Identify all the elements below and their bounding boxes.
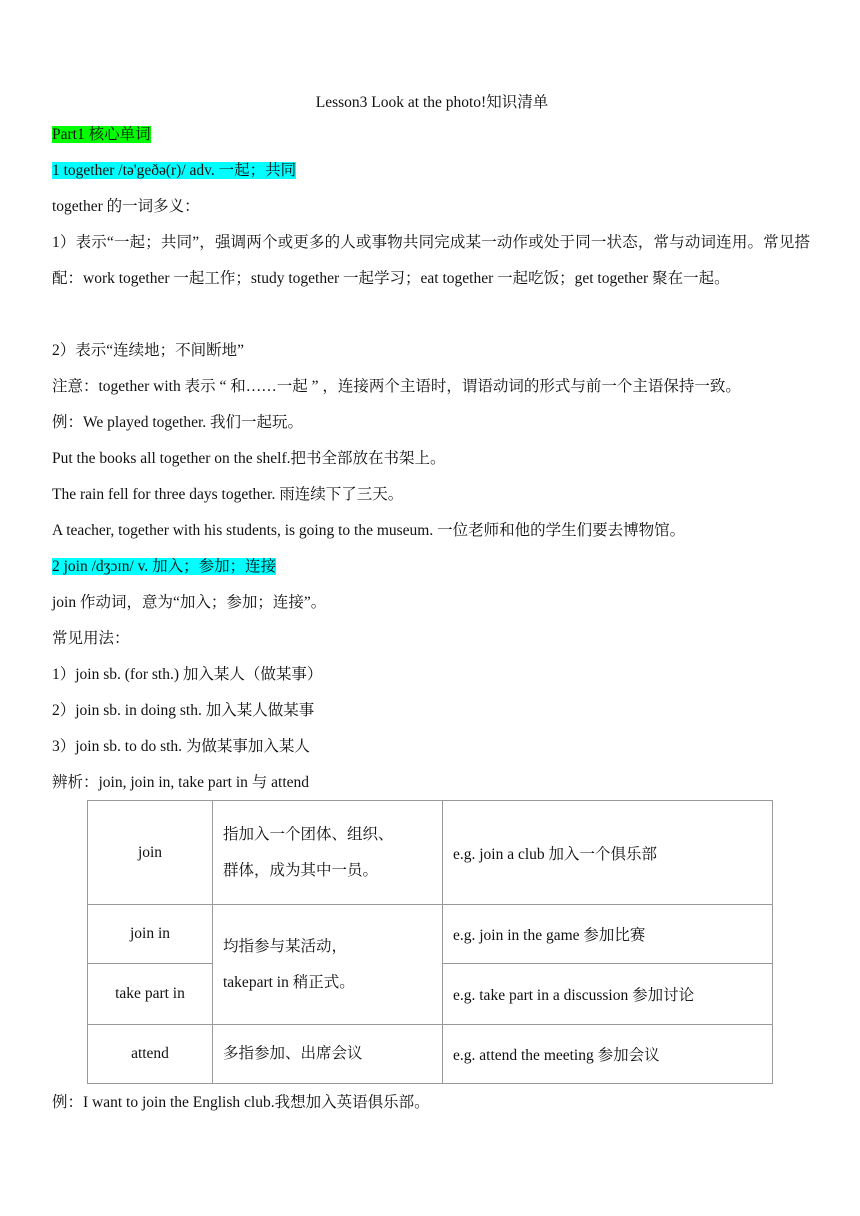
together-note: 注意：together with 表示 “ 和……一起 ” ，连接两个主语时，谓语动词的形式与前一个主语保持一致。 bbox=[52, 378, 741, 395]
table-cell-example: e.g. attend the meeting 参加会议 bbox=[443, 1025, 773, 1084]
table-cell-word: take part in bbox=[88, 964, 213, 1025]
table-cell-desc bbox=[213, 801, 443, 905]
table-cell-word: join in bbox=[88, 905, 213, 964]
together-subtitle: together 的一词多义： bbox=[52, 198, 200, 215]
join-compare-title: 辨析：join, join in, take part in 与 attend bbox=[52, 774, 309, 791]
together-example-1: 例：We played together. 我们一起玩。 bbox=[52, 414, 304, 431]
part1-label: Part1 核心单词 bbox=[52, 126, 151, 143]
table-cell-word: join bbox=[88, 801, 213, 905]
desc-line: 群体，成为其中一员。 bbox=[223, 861, 379, 879]
join-usage-1: 1）join sb. (for sth.) 加入某人（做某事） bbox=[52, 666, 323, 683]
table-cell-example: e.g. take part in a discussion 参加讨论 bbox=[443, 964, 773, 1025]
table-row bbox=[88, 801, 773, 905]
together-meaning-2: 2）表示“连续地；不间断地” bbox=[52, 342, 245, 359]
comparison-table bbox=[87, 800, 773, 1084]
together-example-3: The rain fell for three days together. 雨连续下了三天。 bbox=[52, 486, 404, 503]
word-heading-together bbox=[52, 160, 296, 182]
join-heading: 2 join /dʒɔɪn/ v. 加入；参加；连接 bbox=[52, 558, 277, 575]
together-example-4: A teacher, together with his students, is going to the museum. 一位老师和他的学生们要去博物馆。 bbox=[52, 522, 686, 539]
join-usage-2: 2）join sb. in doing sth. 加入某人做某事 bbox=[52, 702, 315, 719]
join-usage-title: 常见用法： bbox=[52, 630, 130, 647]
together-example-2: Put the books all together on the shelf.把书全部放在书架上。 bbox=[52, 450, 446, 467]
table-row bbox=[88, 1025, 773, 1084]
join-usage-3: 3）join sb. to do sth. 为做某事加入某人 bbox=[52, 738, 310, 755]
table-cell-example: e.g. join a club 加入一个俱乐部 bbox=[443, 801, 773, 905]
page-title: Lesson3 Look at the photo!知识清单 bbox=[315, 94, 549, 111]
section-heading-part1 bbox=[52, 124, 151, 146]
table-row bbox=[88, 905, 773, 964]
word-heading-join bbox=[52, 556, 276, 578]
desc-line: 均指参与某活动， bbox=[223, 937, 348, 955]
join-subtitle: join 作动词，意为“加入；参加；连接”。 bbox=[52, 594, 327, 611]
table-cell-word: attend bbox=[88, 1025, 213, 1084]
table-cell-desc bbox=[213, 905, 443, 1025]
desc-line: 指加入一个团体、组织、 bbox=[223, 825, 394, 843]
table-cell-example: e.g. join in the game 参加比赛 bbox=[443, 905, 773, 964]
desc-line: takepart in 稍正式。 bbox=[223, 973, 355, 991]
join-example: 例：I want to join the English club.我想加入英语俱乐部。 bbox=[52, 1094, 430, 1111]
table-cell-desc: 多指参加、出席会议 bbox=[213, 1025, 443, 1084]
together-heading: 1 together /tə'geðə(r)/ adv. 一起；共同 bbox=[52, 162, 297, 179]
together-meaning-1: 1）表示“一起；共同”，强调两个或更多的人或事物共同完成某一动作或处于同一状态，常与动词连用。常见搭配：work together 一起工作；study together 一起学习；eat together 一起吃饭；get together 聚在一起。 bbox=[52, 234, 810, 287]
